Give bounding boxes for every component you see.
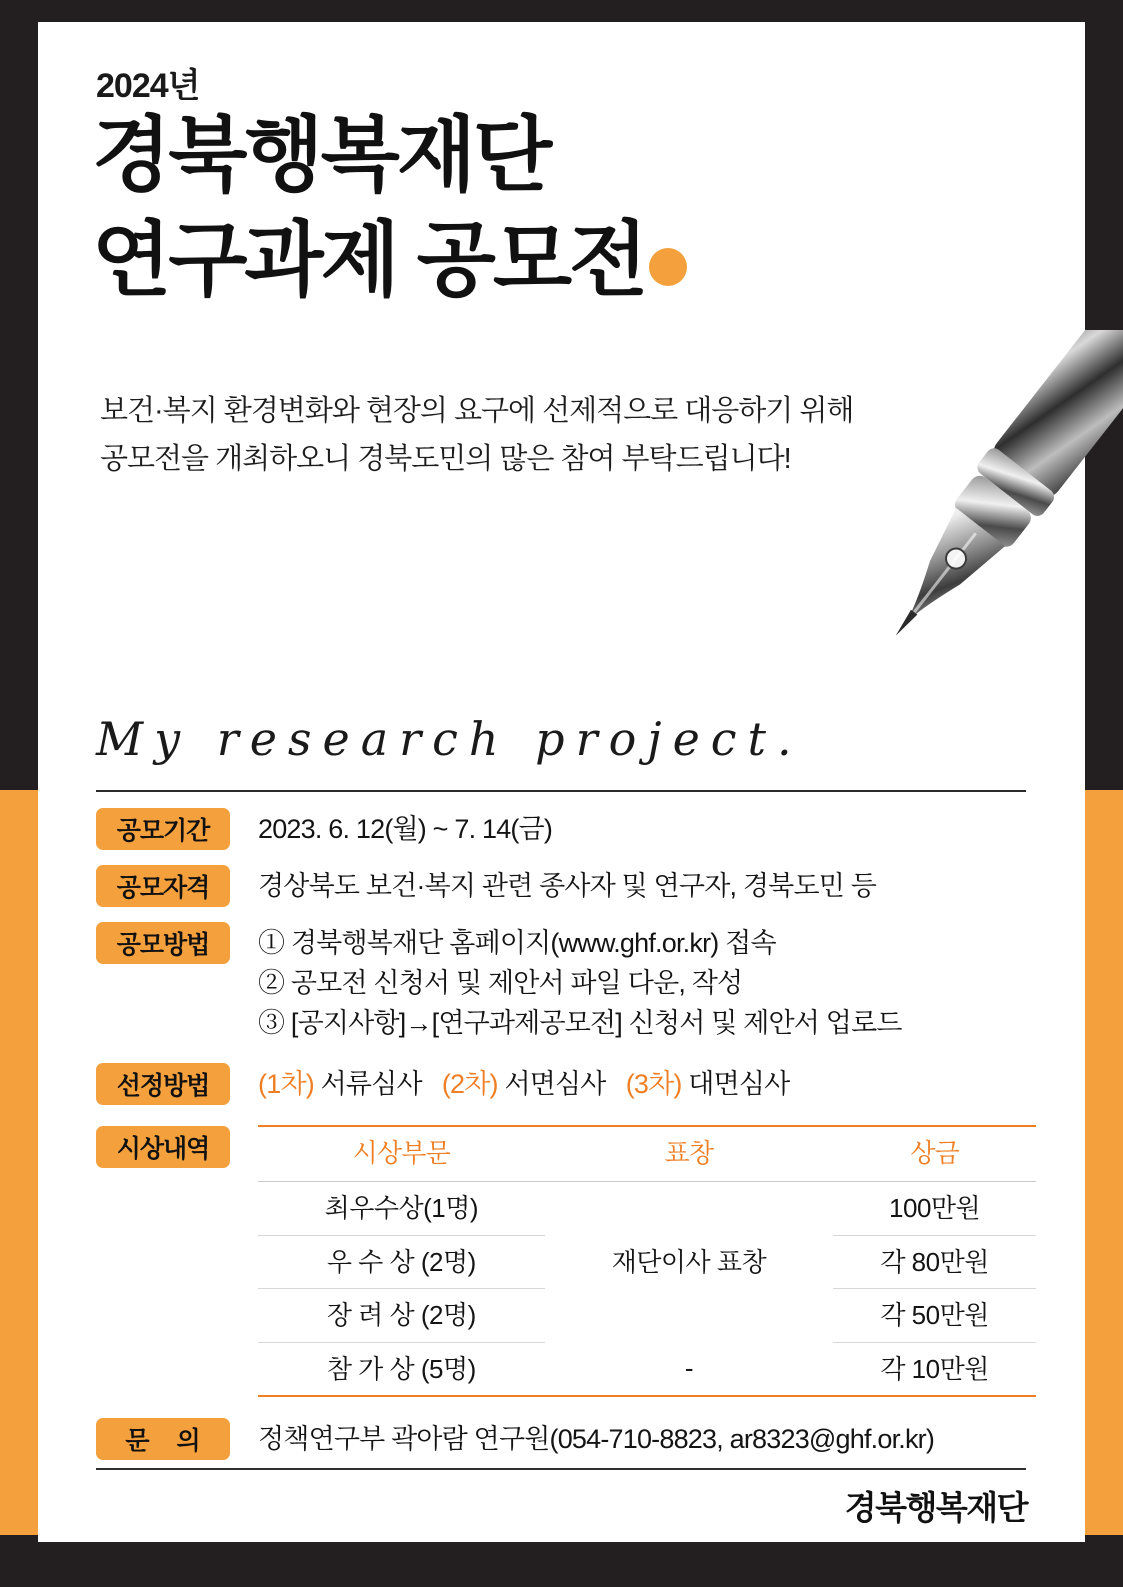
- subtitle-line-2: 공모전을 개최하오니 경북도민의 많은 참여 부탁드립니다!: [100, 442, 791, 475]
- title-line-2-wrap: [92, 209, 687, 314]
- value-method: [230, 919, 1036, 1044]
- table-row: [258, 1182, 1036, 1235]
- value-contact: 정책연구부 곽아람 연구원(054-710-8823, ar8323@ghf.or.kr): [258, 1424, 935, 1455]
- tag-contact: 문 의: [96, 1418, 230, 1460]
- award-prize-1: 100만원: [833, 1182, 1036, 1235]
- orange-dot-icon: [649, 248, 687, 286]
- subtitle-line-1: 보건·복지 환경변화와 현장의 요구에 선제적으로 대응하기 위해: [100, 395, 854, 427]
- selection-step2-label: (2차): [441, 1068, 498, 1099]
- title-line-1: 경북행복재단: [92, 110, 550, 201]
- tag-period: 공모기간: [96, 808, 230, 850]
- table-row: [258, 1342, 1036, 1396]
- value-selection: [230, 1060, 1036, 1105]
- row-method: [96, 919, 1036, 1044]
- awards-table-head: [258, 1126, 1036, 1182]
- row-awards: [96, 1123, 1036, 1397]
- award-commendation-merged: 재단이사 표창: [611, 1247, 767, 1278]
- award-commendation-4: -: [545, 1342, 834, 1396]
- info-section: [96, 805, 1036, 1472]
- title-line-2: 연구과제 공모전: [92, 214, 646, 306]
- poster-year: 2024년: [96, 67, 200, 105]
- method-step-2: ② 공모전 신청서 및 제안서 파일 다운, 작성: [258, 967, 743, 998]
- award-category-1: 최우수상(1명): [258, 1182, 545, 1235]
- awards-header-prize: 상금: [833, 1126, 1036, 1182]
- row-period: [96, 805, 1036, 850]
- value-eligibility: 경상북도 보건·복지 관련 종사자 및 연구자, 경북도민 등: [258, 871, 877, 901]
- awards-header-row: [258, 1126, 1036, 1182]
- tag-eligibility: 공모자격: [96, 865, 230, 907]
- award-prize-4: 각 10만원: [833, 1342, 1036, 1396]
- awards-table: [258, 1125, 1036, 1397]
- poster-subtitle: [100, 388, 853, 484]
- tag-method: 공모방법: [96, 922, 230, 964]
- selection-step2-text: 서면심사: [504, 1068, 606, 1099]
- row-contact: [96, 1415, 1036, 1460]
- row-eligibility: [96, 862, 1036, 907]
- award-prize-3: 각 50만원: [833, 1289, 1036, 1342]
- awards-table-body: [258, 1182, 1036, 1396]
- row-selection: [96, 1060, 1036, 1105]
- script-underline: [96, 790, 1026, 792]
- method-step-3: ③ [공지사항]→[연구과제공모전] 신청서 및 제안서 업로드: [258, 1007, 902, 1038]
- award-category-2: 우 수 상 (2명): [258, 1235, 545, 1288]
- footer-divider: [96, 1468, 1026, 1470]
- footer-brand: 경북행복재단: [844, 1489, 1027, 1526]
- script-heading: My research project.: [96, 712, 803, 766]
- awards-header-commendation: 표창: [545, 1126, 834, 1182]
- method-step-1: ① 경북행복재단 홈페이지(www.ghf.or.kr) 접속: [258, 928, 776, 958]
- tag-selection: 선정방법: [96, 1063, 230, 1105]
- value-period: 2023. 6. 12(월) ~ 7. 14(금): [258, 814, 553, 844]
- selection-step3-text: 대면심사: [688, 1068, 790, 1099]
- selection-step1-text: 서류심사: [320, 1068, 422, 1099]
- award-category-4: 참 가 상 (5명): [258, 1342, 545, 1396]
- awards-table-wrap: [230, 1123, 1036, 1397]
- tag-awards: 시상내역: [96, 1126, 230, 1168]
- awards-header-category: 시상부문: [258, 1126, 545, 1182]
- award-prize-2: 각 80만원: [833, 1235, 1036, 1288]
- award-category-3: 장 려 상 (2명): [258, 1289, 545, 1342]
- page-title: [92, 104, 687, 314]
- selection-step1-label: (1차): [258, 1068, 314, 1099]
- selection-step3-label: (3차): [625, 1068, 682, 1099]
